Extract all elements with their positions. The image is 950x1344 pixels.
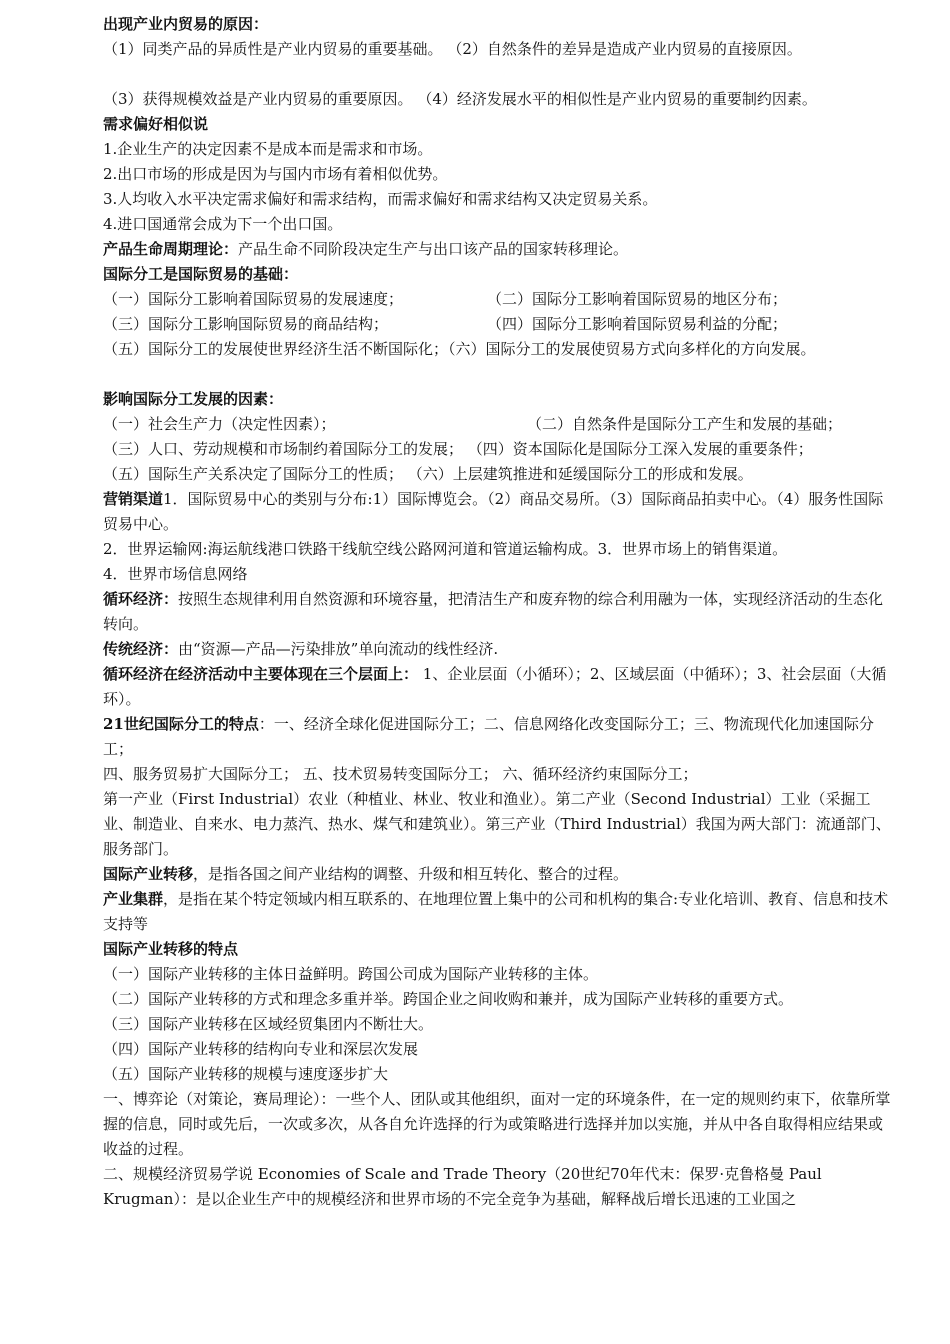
- heading-division-of-labor: 国际分工是国际贸易的基础：: [103, 265, 299, 283]
- heading-three-levels: 循环经济在经济活动中主要体现在三个层面上：: [103, 665, 419, 683]
- paragraph: 二、规模经济贸易学说 Economies of Scale and Trade Theory（20世纪70年代末：保罗·克鲁格曼 Paul Krugman）：是以企业生产中的规模经济和世界市场的不完全竞争为基础，解释战后增长迅速的工业国之: [103, 1165, 822, 1208]
- paragraph: [103, 637, 893, 662]
- paragraph: 2．世界运输网:海运航线港口铁路干线航空线公路网河道和管道运输构成。3．世界市场上的销售渠道。: [103, 540, 788, 558]
- paragraph-text: 按照生态规律利用自然资源和环境容量，把清洁生产和废弃物的综合利用融为一体，实现经济活动的生态化转向。: [103, 590, 884, 633]
- paragraph: （三）人口、劳动规模和市场制约着国际分工的发展； （四）资本国际化是国际分工深入发展的重要条件；: [103, 440, 813, 458]
- spacer: [103, 62, 893, 87]
- paragraph-text: ，是指在某个特定领域内相互联系的、在地理位置上集中的公司和机构的集合:专业化培训、教育、信息和技术支持等: [103, 890, 889, 933]
- heading-division-factors: 影响国际分工发展的因素：: [103, 390, 284, 408]
- heading-intra-industry-trade: 出现产业内贸易的原因：: [103, 15, 269, 33]
- paragraph-text: 1、企业层面（小循环）；2、区域层面（中循环）；3、社会层面（大循环）。: [103, 665, 887, 708]
- paragraph-text: 1．国际贸易中心的类别与分布:1）国际博览会。（2）商品交易所。（3）国际商品拍卖中心。（4）服务性国际贸易中心。: [103, 490, 884, 533]
- heading-demand-preference: 需求偏好相似说: [103, 115, 209, 133]
- document-page: [103, 12, 893, 1212]
- paragraph-text: ，是指各国之间产业结构的调整、升级和相互转化、整合的过程。: [193, 865, 629, 883]
- list-item: 2.出口市场的形成是因为与国内市场有着相似优势。: [103, 165, 448, 183]
- paragraph: [103, 587, 893, 637]
- list-item: 4.进口国通常会成为下一个出口国。: [103, 215, 343, 233]
- two-column-row: [103, 312, 893, 337]
- heading-product-life-cycle: 产品生命周期理论：: [103, 240, 239, 258]
- paragraph-text: 产品生命不同阶段决定生产与出口该产品的国家转移理论。: [238, 240, 629, 258]
- heading-industry-transfer: 国际产业转移: [103, 865, 194, 883]
- list-item: （一）社会生产力（决定性因素）；: [103, 415, 336, 433]
- list-item: （三）国际分工影响国际贸易的商品结构；: [103, 315, 389, 333]
- list-item: （一）国际分工影响着国际贸易的发展速度；: [103, 290, 404, 308]
- list-item: （二）自然条件是国际分工产生和发展的基础；: [527, 415, 843, 433]
- heading-traditional-economy: 传统经济：: [103, 640, 179, 658]
- two-column-row: [103, 412, 893, 437]
- list-item: （四）国际分工影响着国际贸易利益的分配；: [487, 315, 788, 333]
- paragraph-text: 由“资源—产品—污染排放”单向流动的线性经济.: [178, 640, 499, 658]
- paragraph: （1）同类产品的异质性是产业内贸易的重要基础。 （2）自然条件的差异是造成产业内贸易的直接原因。: [103, 40, 802, 58]
- paragraph: [103, 662, 893, 712]
- paragraph: [103, 862, 893, 887]
- paragraph: [103, 887, 893, 937]
- paragraph: 4．世界市场信息网络: [103, 565, 248, 583]
- heading-marketing-channels: 营销渠道: [103, 490, 164, 508]
- list-item: （一）国际产业转移的主体日益鲜明。跨国公司成为国际产业转移的主体。: [103, 965, 599, 983]
- paragraph: 第一产业（First Industrial）农业（种植业、林业、牧业和渔业）。第二产业（Second Industrial）工业（采掘工业、制造业、自来水、电力蒸汽、热水、煤气和建筑业）。第三产业（Third Industrial）我国为两大部门：流通部门、服务部门。: [103, 790, 891, 858]
- spacer: [103, 362, 893, 387]
- paragraph: （五）国际分工的发展使世界经济生活不断国际化；（六）国际分工的发展使贸易方式向多样化的方向发展。: [103, 340, 816, 358]
- paragraph: 一、博弈论（对策论，赛局理论）：一些个人、团队或其他组织，面对一定的环境条件，在一定的规则约束下，依靠所掌握的信息，同时或先后，一次或多次，从各自允许选择的行为或策略进行选择并加以实施，并从中各自取得相应结果或收益的过程。: [103, 1090, 891, 1158]
- paragraph-text: ：一、经济全球化促进国际分工；二、信息网络化改变国际分工；三、物流现代化加速国际分工；: [103, 715, 874, 758]
- list-item: （四）国际产业转移的结构向专业和深层次发展: [103, 1040, 419, 1058]
- two-column-row: [103, 287, 893, 312]
- list-item: 3.人均收入水平决定需求偏好和需求结构，而需求偏好和需求结构又决定贸易关系。: [103, 190, 658, 208]
- paragraph: （3）获得规模效益是产业内贸易的重要原因。 （4）经济发展水平的相似性是产业内贸易的重要制约因素。: [103, 90, 817, 108]
- paragraph: [103, 712, 893, 762]
- paragraph: （五）国际生产关系决定了国际分工的性质； （六）上层建筑推进和延缓国际分工的形成和发展。: [103, 465, 753, 483]
- paragraph: [103, 237, 893, 262]
- list-item: （二）国际产业转移的方式和理念多重并举。跨国企业之间收购和兼并，成为国际产业转移的重要方式。: [103, 990, 794, 1008]
- heading-21st-century-division: 21世纪国际分工的特点: [103, 715, 259, 733]
- heading-circular-economy: 循环经济：: [103, 590, 179, 608]
- list-item: （二）国际分工影响着国际贸易的地区分布；: [487, 290, 788, 308]
- list-item: 1.企业生产的决定因素不是成本而是需求和市场。: [103, 140, 433, 158]
- heading-industry-cluster: 产业集群: [103, 890, 164, 908]
- list-item: （三）国际产业转移在区域经贸集团内不断壮大。: [103, 1015, 434, 1033]
- paragraph: [103, 487, 893, 537]
- heading-transfer-features: 国际产业转移的特点: [103, 940, 239, 958]
- list-item: （五）国际产业转移的规模与速度逐步扩大: [103, 1065, 389, 1083]
- paragraph: 四、服务贸易扩大国际分工； 五、技术贸易转变国际分工； 六、循环经济约束国际分工；: [103, 765, 698, 783]
